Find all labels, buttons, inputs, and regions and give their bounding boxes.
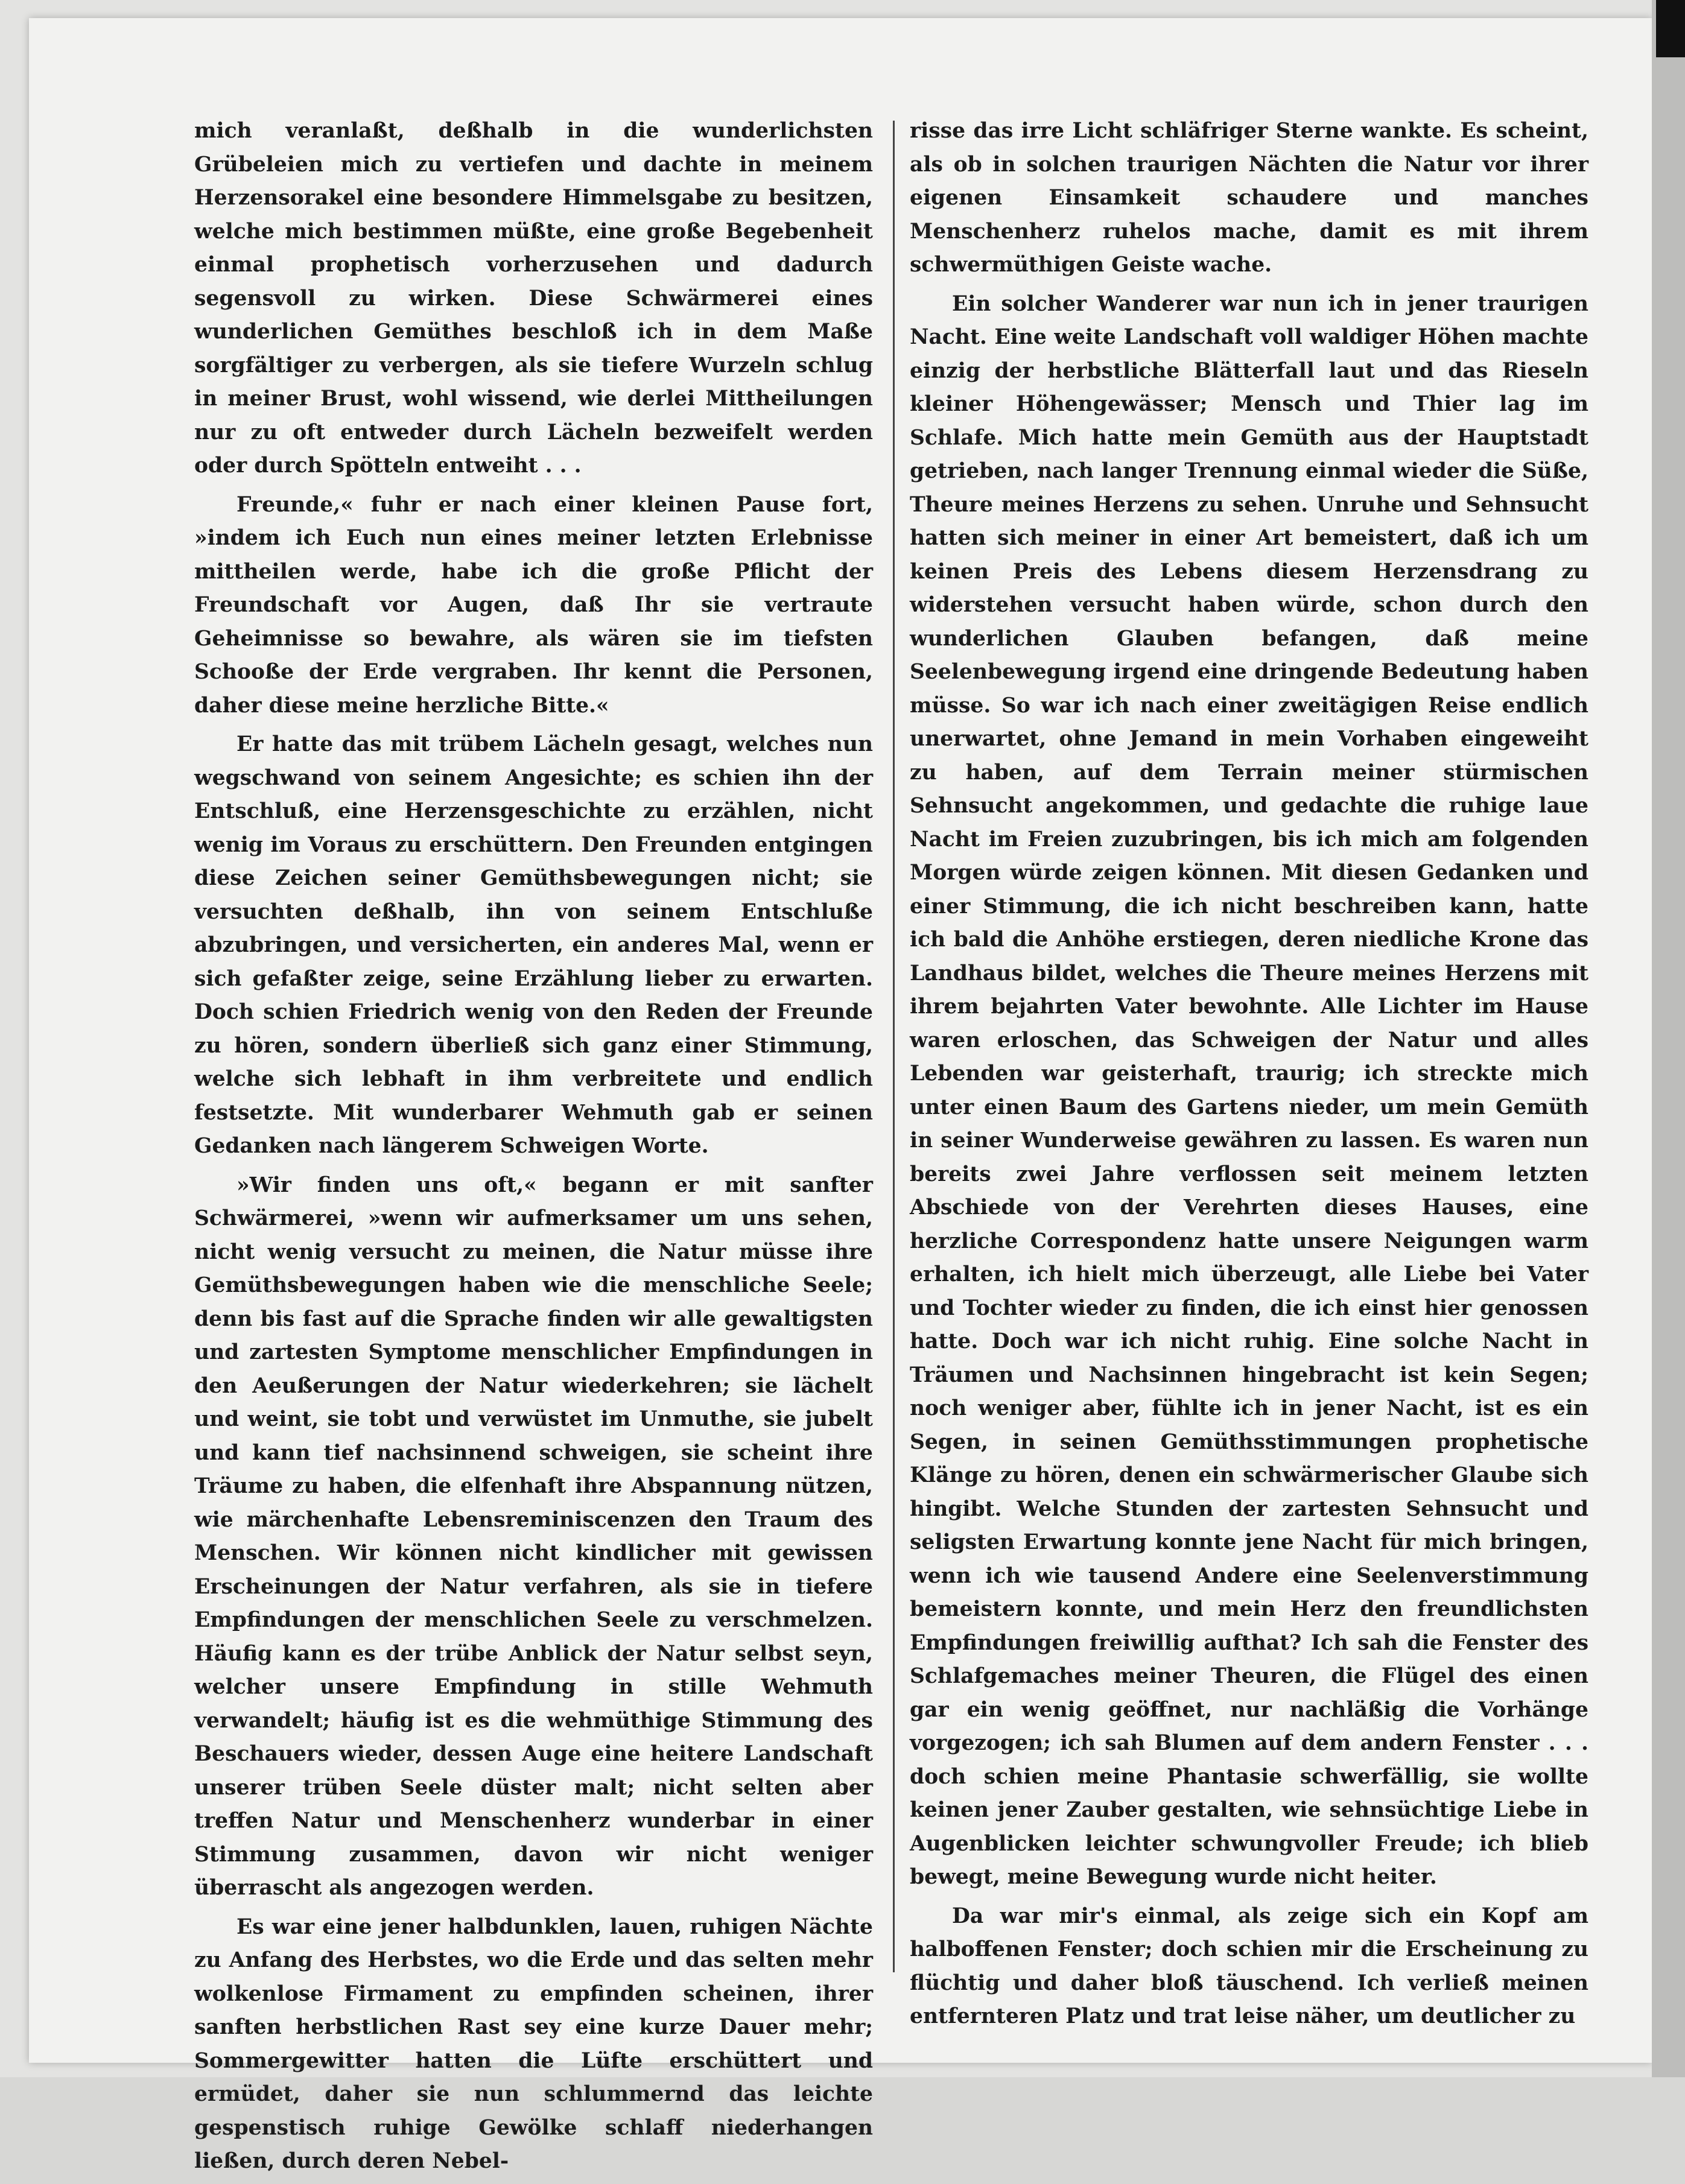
paragraph: risse das irre Licht schläfriger Sterne wankte. Es scheint, als ob in solchen traurigen Nächten die Natur vor ihrer eigenen Einsamkeit schaudere und manches Menschenherz ruhelos mache, damit es mit ihrem schwermüthigen Geiste wache.: [910, 119, 1588, 277]
paragraph: mich veranlaßt, deßhalb in die wunderlichsten Grübeleien mich zu vertiefen und dachte in meinem Herzensorakel eine besondere Himmelsgabe zu besitzen, welche mich bestimmen müßte, eine große Begebenheit einmal prophetisch vorherzusehen und dadurch segensvoll zu wirken. Diese Schwärmerei eines wunderlichen Gemüthes beschloß ich in dem Maße sorgfältiger zu verbergen, als sie tiefere Wurzeln schlug in meiner Brust, wohl wissend, wie derlei Mittheilungen nur zu oft entweder durch Lächeln bezweifelt werden oder durch Spötteln entweiht . . .: [194, 119, 873, 478]
scan-edge-marker: [1656, 0, 1685, 57]
left-text-column: [194, 115, 873, 2184]
column-divider-rule: [893, 121, 895, 1972]
right-text-column: [910, 115, 1588, 2039]
paragraph: Es war eine jener halbdunklen, lauen, ruhigen Nächte zu Anfang des Herbstes, wo die Erde und das selten mehr wolkenlose Firmament zu empfinden scheinen, ihrer sanften herbstlichen Rast sey eine kurze Dauer mehr; Sommergewitter hatten die Lüfte erschüttert und ermüdet, daher sie nun schlummernd das leichte gespenstisch ruhige Gewölke schlaff niederhangen ließen, durch deren Nebel-: [194, 1914, 873, 2173]
paragraph: Da war mir's einmal, als zeige sich ein Kopf am halboffenen Fenster; doch schien mir die Erscheinung zu flüchtig und daher bloß täuschend. Ich verließ meinen entfernteren Platz und trat leise näher, um deutlicher zu: [910, 1904, 1588, 2028]
paragraph: Ein solcher Wanderer war nun ich in jener traurigen Nacht. Eine weite Landschaft voll waldiger Höhen machte einzig der herbstliche Blätterfall laut und das Rieseln kleiner Höhengewässer; Mensch und Thier lag im Schlafe. Mich hatte mein Gemüth aus der Hauptstadt getrieben, nach langer Trennung einmal wieder die Süße, Theure meines Herzens zu sehen. Unruhe und Sehnsucht hatten sich meiner in einer Art bemeistert, daß ich um keinen Preis des Lebens diesem Herzensdrang zu widerstehen versucht haben würde, schon durch den wunderlichen Glauben befangen, daß meine Seelenbewegung irgend eine dringende Bedeutung haben müsse. So war ich nach einer zweitägigen Reise endlich unerwartet, ohne Jemand in mein Vorhaben eingeweiht zu haben, auf dem Terrain meiner stürmischen Sehnsucht angekommen, und gedachte die ruhige laue Nacht im Freien zuzubringen, bis ich mich am folgenden Morgen würde zeigen können. Mit diesen Gedanken und einer Stimmung, die ich nicht beschreiben kann, hatte ich bald die Anhöhe erstiegen, deren niedliche Krone das Landhaus bildet, welches die Theure meines Herzens mit ihrem bejahrten Vater bewohnte. Alle Lichter im Hause waren erloschen, das Schweigen der Natur und alles Lebenden war geisterhaft, traurig; ich streckte mich unter einen Baum des Gartens nieder, um mein Gemüth in seiner Wunderweise gewähren zu lassen. Es waren nun bereits zwei Jahre verflossen seit meinem letzten Abschiede von der Verehrten dieses Hauses, eine herzliche Correspondenz hatte unsere Neigungen warm erhalten, ich hielt mich überzeugt, alle Liebe bei Vater und Tochter wieder zu finden, die ich einst hier genossen hatte. Doch war ich nicht ruhig. Eine solche Nacht in Träumen und Nachsinnen hingebracht ist kein Segen; noch weniger aber, fühlte ich in jener Nacht, ist es ein Segen, in seinen Gemüthsstimmungen prophetische Klänge zu hören, denen ein schwärmerischer Glaube sich hingibt. Welche Stunden der zartesten Sehnsucht und seligsten Erwartung konnte jene Nacht für mich bringen, wenn ich wie tausend Andere eine Seelenverstimmung bemeistern konnte, und mein Herz den freundlichsten Empfindungen freiwillig aufthat? Ich sah die Fenster des Schlafgemaches meiner Theuren, die Flügel des einen gar ein wenig geöffnet, nur nachläßig die Vorhänge vorgezogen; ich sah Blumen auf dem andern Fenster . . . doch schien meine Phantasie schwerfällig, sie wollte keinen jener Zauber gestalten, wie sehnsüchtige Liebe in Augenblicken leichter schwungvoller Freude; ich blieb bewegt, meine Bewegung wurde nicht heiter.: [910, 291, 1588, 1889]
paragraph: Er hatte das mit trübem Lächeln gesagt, welches nun wegschwand von seinem Angesichte; es schien ihn der Entschluß, eine Herzensgeschichte zu erzählen, nicht wenig im Voraus zu erschüttern. Den Freunden entgingen diese Zeichen seiner Gemüthsbewegungen nicht; sie versuchten deßhalb, ihn von seinem Entschluße abzubringen, und versicherten, ein anderes Mal, wenn er sich gefaßter zeige, seine Erzählung lieber zu erwarten. Doch schien Friedrich wenig von den Reden der Freunde zu hören, sondern überließ sich ganz einer Stimmung, welche sich lebhaft in ihm verbreitete und endlich festsetzte. Mit wunderbarer Wehmuth gab er seinen Gedanken nach längerem Schweigen Worte.: [194, 732, 873, 1158]
paragraph: »Wir finden uns oft,« begann er mit sanfter Schwärmerei, »wenn wir aufmerksamer um uns sehen, nicht wenig versucht zu meinen, die Natur müsse ihre Gemüthsbewegungen haben wie die menschliche Seele; denn bis fast auf die Sprache finden wir alle gewaltigsten und zartesten Symptome menschlicher Empfindungen in den Aeußerungen der Natur wiederkehren; sie lächelt und weint, sie tobt und verwüstet im Unmuthe, sie jubelt und kann tief nachsinnend schweigen, sie scheint ihre Träume zu haben, die elfenhaft ihre Abspannung nützen, wie märchenhafte Lebensreminiscenzen den Traum des Menschen. Wir können nicht kindlicher mit gewissen Erscheinungen der Natur verfahren, als sie in tiefere Empfindungen der menschlichen Seele zu verschmelzen. Häufig kann es der trübe Anblick der Natur selbst seyn, welcher unsere Empfindung in stille Wehmuth verwandelt; häufig ist es die wehmüthige Stimmung des Beschauers wieder, dessen Auge eine heitere Landschaft unserer trüben Seele düster malt; nicht selten aber treffen Natur und Menschenherz wunderbar in einer Stimmung zusammen, davon wir nicht weniger überrascht als angezogen werden.: [194, 1173, 873, 1900]
adjacent-page-edge: [1652, 0, 1685, 2077]
paragraph: Freunde,« fuhr er nach einer kleinen Pause fort, »indem ich Euch nun eines meiner letzten Erlebnisse mittheilen werde, habe ich die große Pflicht der Freundschaft vor Augen, daß Ihr sie vertraute Geheimnisse so bewahre, als wären sie im tiefsten Schooße der Erde vergraben. Ihr kennt die Personen, daher diese meine herzliche Bitte.«: [194, 492, 873, 718]
